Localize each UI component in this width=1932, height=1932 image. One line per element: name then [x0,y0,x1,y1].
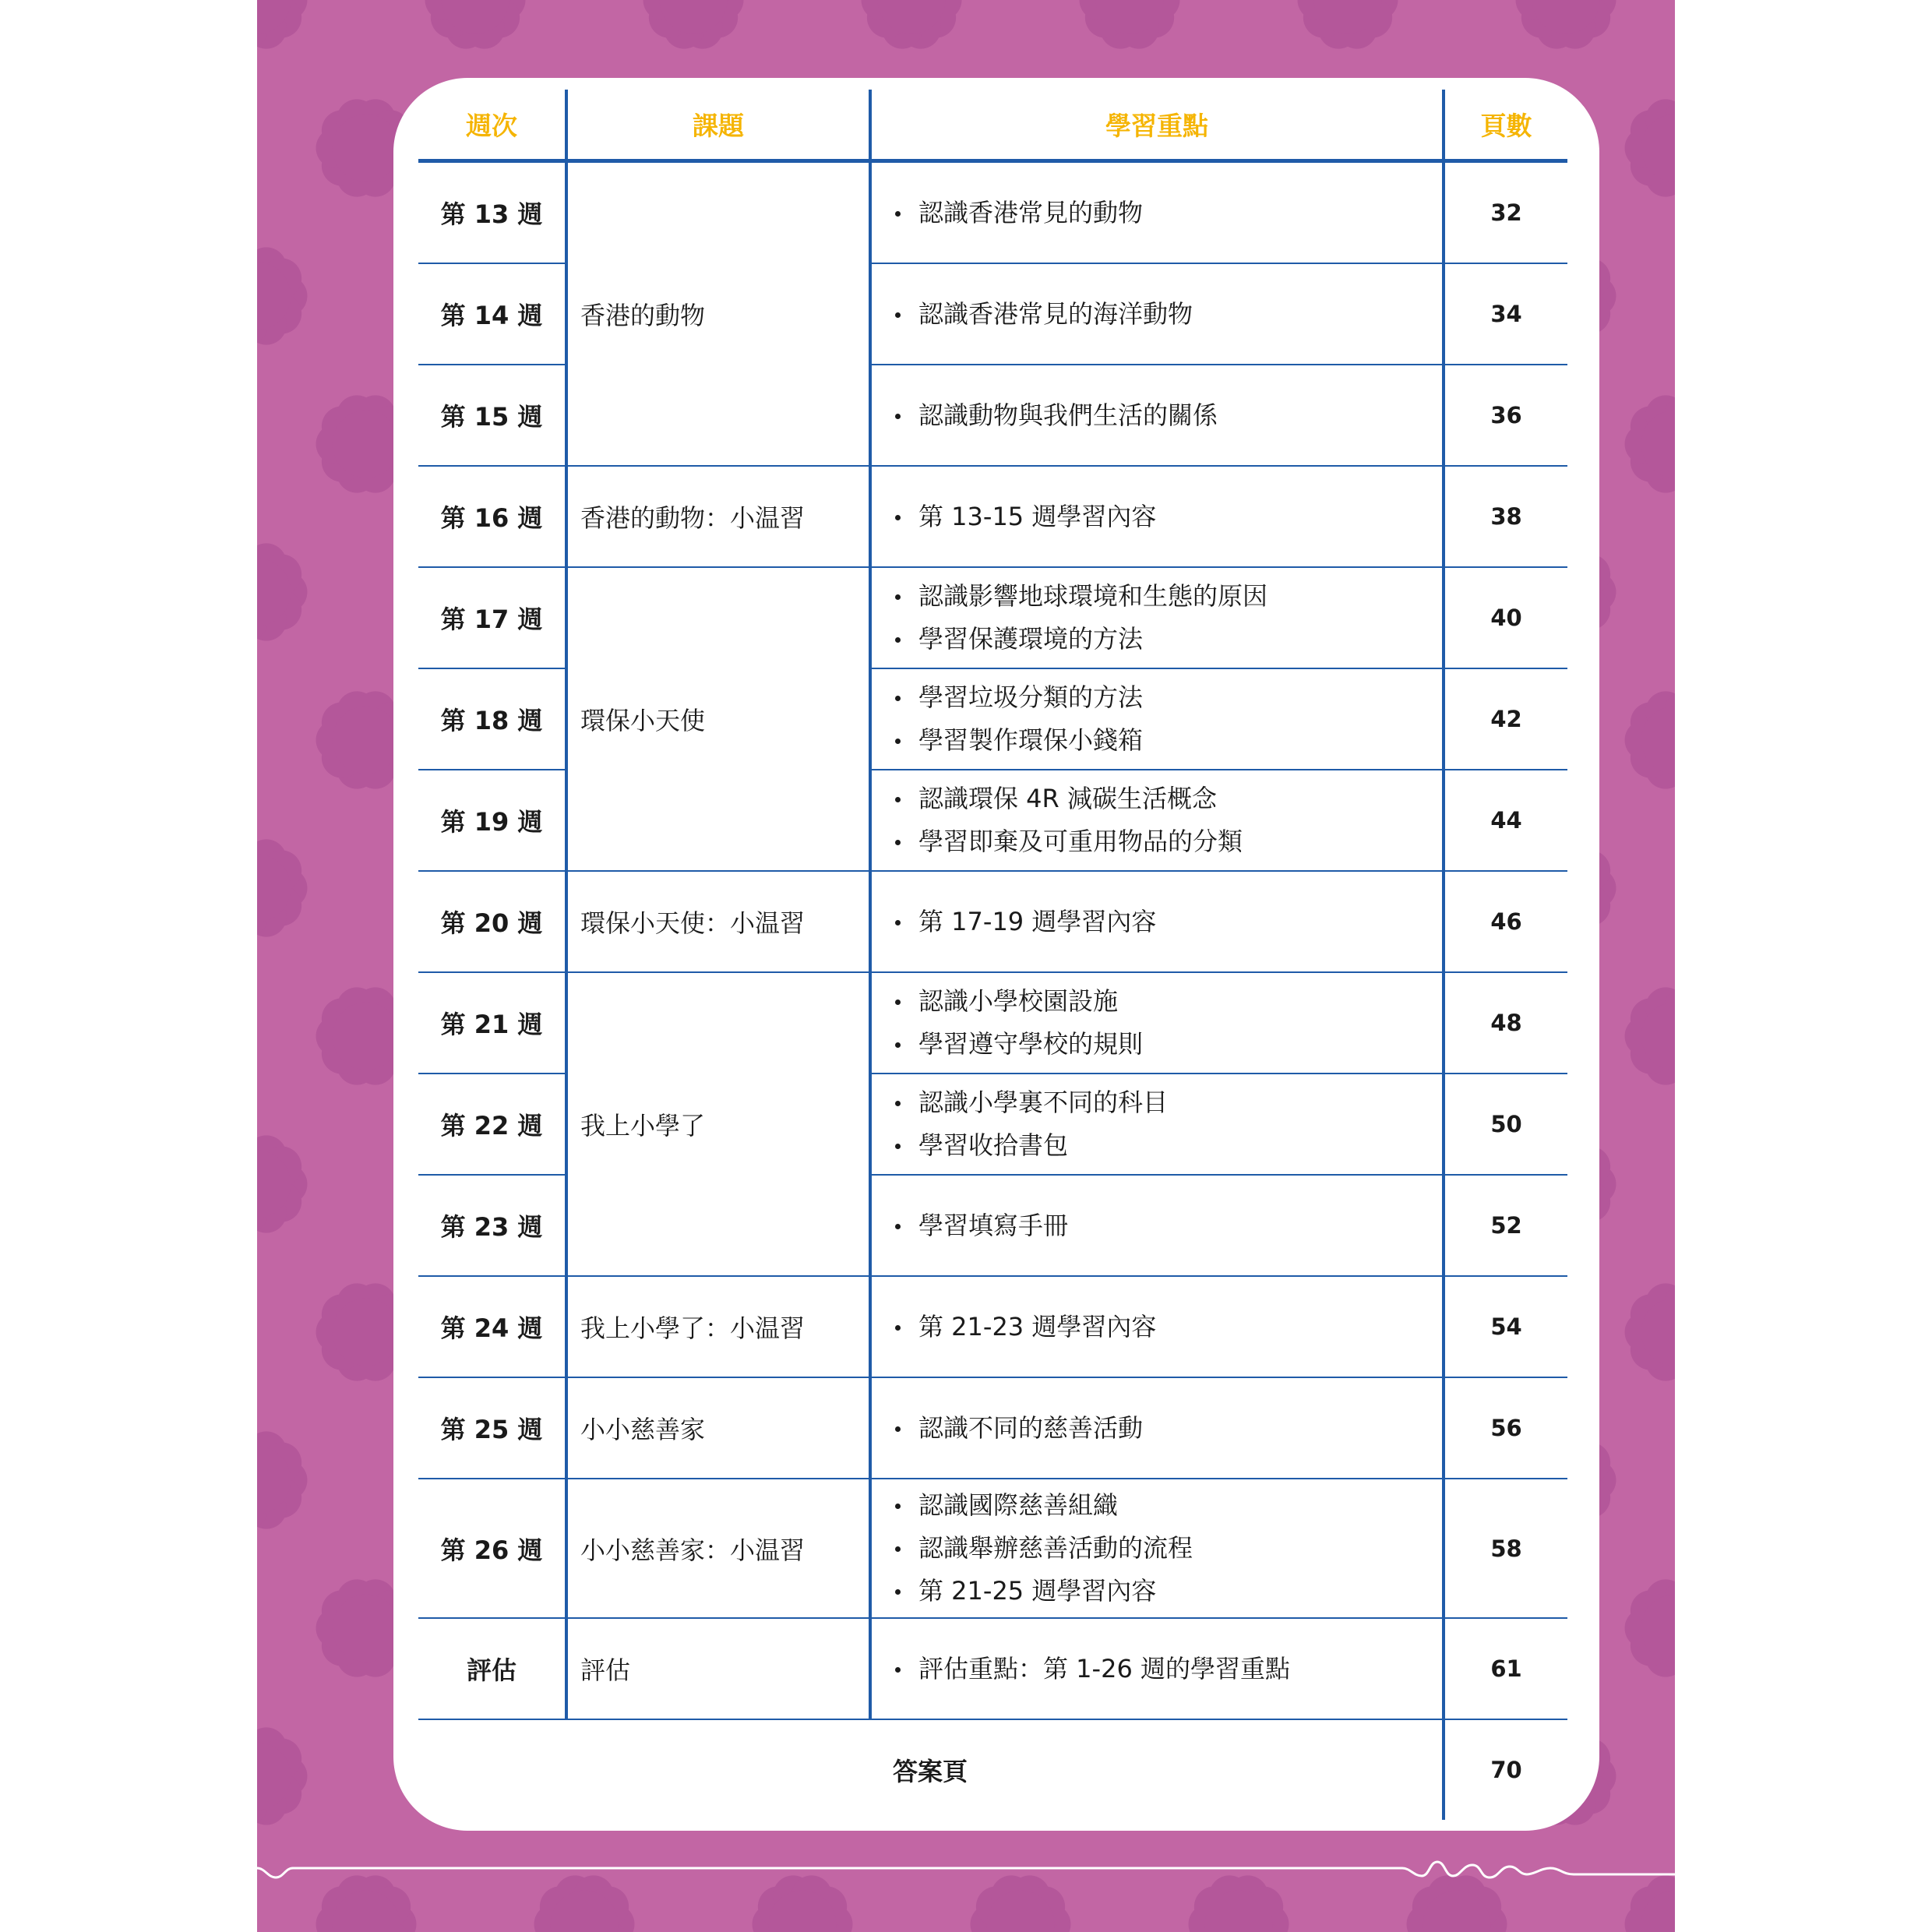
point-item: 學習收拾書包 [892,1124,1442,1167]
point-item: 認識香港常見的海洋動物 [892,293,1442,336]
page-cell: 34 [1444,263,1567,365]
point-item: 學習保護環境的方法 [892,618,1442,661]
answers-label: 答案頁 [418,1719,1444,1820]
page-cell: 42 [1444,668,1567,770]
table-header [418,90,1567,161]
table-row [418,466,1567,567]
week-cell: 第 17 週 [418,567,566,668]
week-cell: 第 14 週 [418,263,566,365]
header-topic: 課題 [566,90,870,161]
table-row [418,1377,1567,1479]
points-cell [870,365,1444,466]
points-cell [870,1074,1444,1175]
point-item: 第 13-15 週學習內容 [892,495,1442,538]
page-cell: 52 [1444,1175,1567,1276]
point-item: 認識小學裏不同的科目 [892,1081,1442,1124]
week-cell: 第 19 週 [418,770,566,871]
point-item: 第 21-23 週學習內容 [892,1306,1442,1349]
points-cell [870,567,1444,668]
table-row [418,161,1567,264]
point-item: 學習填寫手冊 [892,1204,1442,1247]
topic-cell: 我上小學了 [566,972,870,1276]
point-item: 認識不同的慈善活動 [892,1407,1442,1450]
week-cell: 第 15 週 [418,365,566,466]
page-cell: 38 [1444,466,1567,567]
point-item: 學習製作環保小錢箱 [892,719,1442,762]
week-cell: 第 18 週 [418,668,566,770]
point-item: 學習垃圾分類的方法 [892,676,1442,719]
point-item: 學習遵守學校的規則 [892,1023,1442,1066]
point-item: 第 21-25 週學習內容 [892,1570,1442,1613]
topic-cell: 小小慈善家 [566,1377,870,1479]
point-item: 認識國際慈善組織 [892,1484,1442,1527]
week-cell: 第 21 週 [418,972,566,1074]
points-cell [870,668,1444,770]
week-cell: 第 25 週 [418,1377,566,1479]
topic-cell: 評估 [566,1618,870,1719]
week-cell: 第 22 週 [418,1074,566,1175]
point-item: 認識小學校園設施 [892,980,1442,1023]
week-cell: 第 24 週 [418,1276,566,1377]
page-cell: 32 [1444,161,1567,264]
topic-cell: 香港的動物 [566,161,870,467]
points-cell [870,972,1444,1074]
points-cell [870,161,1444,264]
week-cell: 第 23 週 [418,1175,566,1276]
topic-cell: 香港的動物：小温習 [566,466,870,567]
week-cell: 第 20 週 [418,871,566,972]
table-row [418,1276,1567,1377]
points-cell [870,263,1444,365]
point-item: 認識香港常見的動物 [892,192,1442,234]
decorative-squiggle [257,1854,1675,1885]
table-row [418,1618,1567,1719]
page-cell: 44 [1444,770,1567,871]
point-item: 認識環保 4R 減碳生活概念 [892,777,1442,820]
page-cell: 36 [1444,365,1567,466]
points-cell [870,1377,1444,1479]
table-row [418,972,1567,1074]
point-item: 第 17-19 週學習內容 [892,901,1442,943]
points-cell [870,871,1444,972]
answers-row [418,1719,1567,1820]
point-item: 認識舉辦慈善活動的流程 [892,1527,1442,1570]
page-cell: 54 [1444,1276,1567,1377]
topic-cell: 環保小天使：小温習 [566,871,870,972]
page-cell: 48 [1444,972,1567,1074]
point-item: 認識動物與我們生活的關係 [892,394,1442,437]
points-cell [870,770,1444,871]
points-cell [870,1479,1444,1618]
topic-cell: 我上小學了：小温習 [566,1276,870,1377]
table-row [418,871,1567,972]
contents-table [418,90,1567,1820]
table-row [418,1479,1567,1618]
page-cell: 56 [1444,1377,1567,1479]
header-page: 頁數 [1444,90,1567,161]
points-cell [870,466,1444,567]
page-cell: 50 [1444,1074,1567,1175]
page-cell: 46 [1444,871,1567,972]
point-item: 評估重點：第 1-26 週的學習重點 [892,1648,1442,1690]
page-cell: 58 [1444,1479,1567,1618]
week-cell: 第 26 週 [418,1479,566,1618]
topic-cell: 小小慈善家：小温習 [566,1479,870,1618]
week-cell: 第 13 週 [440,199,543,229]
page-cell: 61 [1444,1618,1567,1719]
point-item: 認識影響地球環境和生態的原因 [892,575,1442,618]
point-item: 學習即棄及可重用物品的分類 [892,820,1442,863]
page-cell: 40 [1444,567,1567,668]
answers-page: 70 [1444,1719,1567,1820]
week-cell: 評估 [418,1618,566,1719]
header-points: 學習重點 [870,90,1444,161]
points-cell [870,1618,1444,1719]
topic-cell: 環保小天使 [566,567,870,871]
week-cell: 第 16 週 [418,466,566,567]
points-cell [870,1276,1444,1377]
points-cell [870,1175,1444,1276]
header-week: 週次 [418,90,566,161]
table-row [418,567,1567,668]
